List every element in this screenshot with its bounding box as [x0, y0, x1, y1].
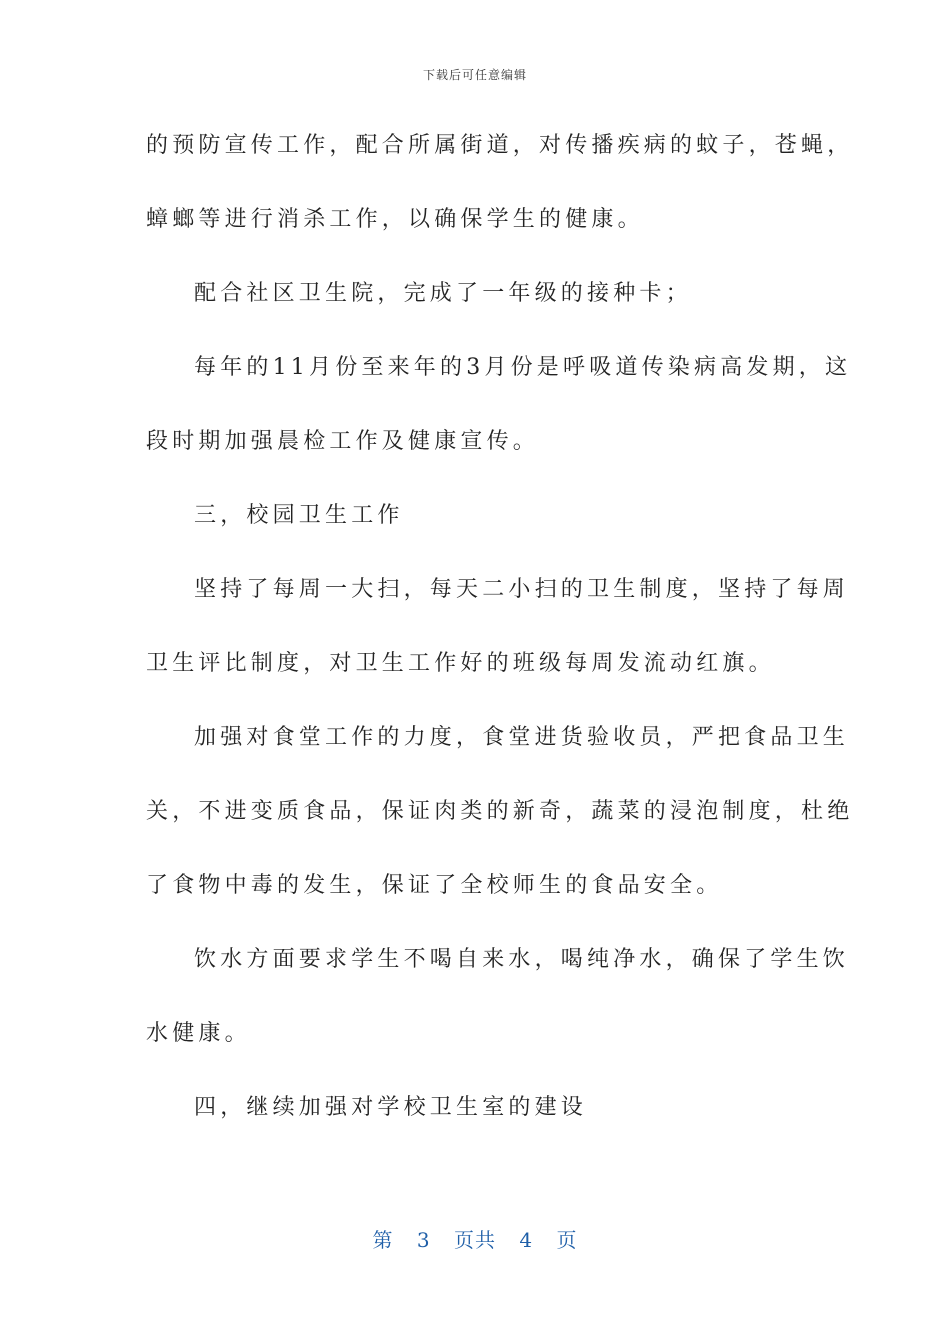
paragraph-line: 段时期加强晨检工作及健康宣传。	[146, 429, 540, 454]
current-page-number: 3	[416, 1228, 431, 1252]
paragraph-line: 卫生评比制度，对卫生工作好的班级每周发流动红旗。	[146, 651, 775, 676]
footer-suffix: 页	[556, 1228, 578, 1252]
paragraph-line: 配合社区卫生院，完成了一年级的接种卡；	[194, 281, 692, 306]
paragraph-line: 饮水方面要求学生不喝自来水，喝纯净水，确保了学生饮	[194, 947, 850, 972]
paragraph-line: 蟑螂等进行消杀工作，以确保学生的健康。	[146, 207, 644, 232]
paragraph-line: 水健康。	[146, 1021, 251, 1046]
page-header-note: 下载后可任意编辑	[422, 68, 527, 82]
page-number-footer	[0, 1224, 950, 1253]
paragraph-line: 关，不进变质食品，保证肉类的新奇，蔬菜的浸泡制度，杜绝	[146, 799, 854, 824]
paragraph-line: 坚持了每周一大扫，每天二小扫的卫生制度，坚持了每周	[194, 577, 850, 602]
section-heading: 三，校园卫生工作	[194, 503, 404, 528]
document-body	[146, 124, 854, 1160]
footer-prefix: 第	[372, 1228, 394, 1252]
paragraph-line: 每年的11月份至来年的3月份是呼吸道传染病高发期，这	[194, 355, 852, 380]
total-pages-number: 4	[519, 1228, 534, 1252]
paragraph-line: 加强对食堂工作的力度，食堂进货验收员，严把食品卫生	[194, 725, 850, 750]
paragraph-line: 了食物中毒的发生，保证了全校师生的食品安全。	[146, 873, 723, 898]
footer-middle: 页共	[454, 1228, 496, 1252]
section-heading: 四，继续加强对学校卫生室的建设	[194, 1095, 588, 1120]
paragraph-line: 的预防宣传工作，配合所属街道，对传播疾病的蚊子，苍蝇，	[146, 133, 854, 158]
